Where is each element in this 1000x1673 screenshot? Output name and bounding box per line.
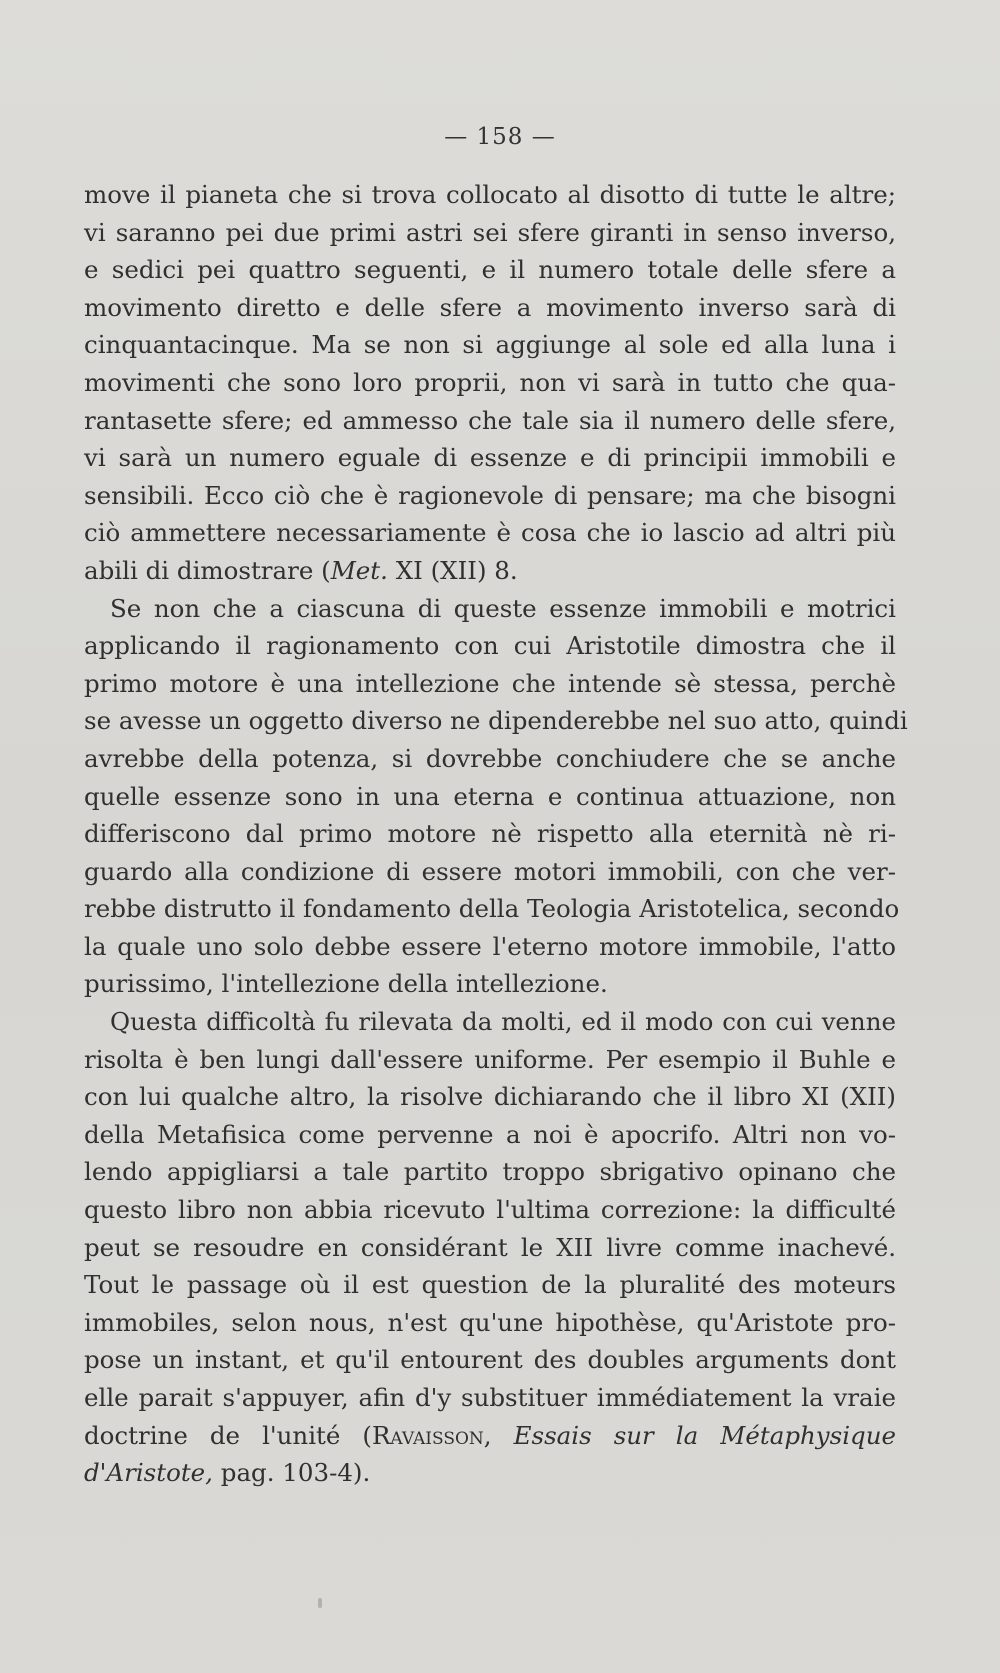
- text-line: differiscono dal primo motore nè rispetto alla eternità nè ri-: [84, 819, 896, 849]
- text-line: quelle essenze sono in una eterna e continua attuazione, non: [84, 781, 896, 811]
- text-line: pose un instant, et qu'il entourent des doubles arguments dont: [84, 1345, 896, 1375]
- text-line: primo motore è una intellezione che intende sè stessa, perchè: [84, 668, 896, 698]
- page-number: — 158 —: [444, 124, 556, 150]
- text-run: XI (XII) 8.: [387, 555, 518, 585]
- citation-title: d'Aristote,: [84, 1458, 213, 1488]
- text-line: lendo appigliarsi a tale partito troppo sbrigativo opinano che: [84, 1157, 896, 1187]
- text-line: con lui qualche altro, la risolve dichiarando che il libro XI (XII): [84, 1082, 896, 1112]
- text-line: move il pianeta che si trova collocato al disotto di tutte le altre;: [84, 180, 896, 209]
- text-line: [84, 1417, 896, 1455]
- text-line: cinquantacinque. Ma se non si aggiunge al sole ed alla luna i: [84, 330, 896, 360]
- text-line: guardo alla condizione di essere motori immobili, con che ver-: [84, 856, 896, 886]
- text-line: rantasette sfere; ed ammesso che tale sia il numero delle sfere,: [84, 405, 896, 435]
- text-run: ,: [483, 1420, 514, 1450]
- text-run: doctrine de l'unité (: [84, 1420, 372, 1450]
- text-line: immobiles, selon nous, n'est qu'une hipothèse, qu'Aristote pro-: [84, 1307, 896, 1337]
- paragraph-1: [84, 176, 896, 590]
- author-name: Ravaisson: [371, 1420, 484, 1450]
- paragraph-3: [84, 1003, 896, 1492]
- text-line: Questa difficoltà fu rilevata da molti, ed il modo con cui venne: [110, 1007, 896, 1037]
- text-run: abili di dimostrare (: [84, 555, 331, 585]
- text-line: risolta è ben lungi dall'essere uniforme. Per esempio il Buhle e: [84, 1044, 896, 1074]
- body-text: [84, 176, 908, 1492]
- text-line: vi sarà un numero eguale di essenze e di principii immobili e: [84, 443, 896, 473]
- text-line: movimento diretto e delle sfere a movimento inverso sarà di: [84, 292, 896, 322]
- text-line: Se non che a ciascuna di queste essenze immobili e motrici: [110, 593, 896, 623]
- text-line: della Metafisica come pervenne a noi è apocrifo. Altri non vo-: [84, 1119, 896, 1149]
- paper-speck: [318, 1598, 322, 1608]
- text-line: elle parait s'appuyer, afin d'y substituer immédiatement la vraie: [84, 1383, 896, 1412]
- text-line: se avesse un oggetto diverso ne dipenderebbe nel suo atto, quindi: [84, 706, 908, 736]
- text-line: applicando il ragionamento con cui Aristotile dimostra che il: [84, 631, 896, 661]
- text-line: e sedici pei quattro seguenti, e il numero totale delle sfere a: [84, 255, 896, 285]
- text-line: avrebbe della potenza, si dovrebbe conchiudere che se anche: [84, 743, 896, 773]
- text-line: sensibili. Ecco ciò che è ragionevole di pensare; ma che bisogni: [84, 480, 896, 510]
- text-line: questo libro non abbia ricevuto l'ultima correzione: la difficulté: [84, 1195, 896, 1225]
- text-line: vi saranno pei due primi astri sei sfere giranti in senso inverso,: [84, 217, 896, 247]
- text-line: [84, 552, 896, 590]
- text-line: peut se resoudre en considérant le XII livre comme inachevé.: [84, 1232, 896, 1262]
- text-line: purissimo, l'intellezione della intellezione.: [84, 969, 608, 999]
- text-line: [84, 1454, 896, 1492]
- text-line: rebbe distrutto il fondamento della Teologia Aristotelica, secondo: [84, 894, 900, 924]
- text-line: la quale uno solo debbe essere l'eterno motore immobile, l'atto: [84, 931, 896, 961]
- text-run: pag. 103-4).: [212, 1458, 371, 1488]
- citation-title: Met.: [330, 555, 388, 585]
- text-line: Tout le passage où il est question de la pluralité des moteurs: [84, 1270, 896, 1300]
- text-line: movimenti che sono loro proprii, non vi sarà in tutto che qua-: [84, 367, 896, 397]
- text-line: ciò ammettere necessariamente è cosa che io lascio ad altri più: [84, 518, 896, 548]
- citation-title: Essais sur la Métaphysique: [513, 1420, 896, 1450]
- paragraph-2: [84, 590, 908, 1004]
